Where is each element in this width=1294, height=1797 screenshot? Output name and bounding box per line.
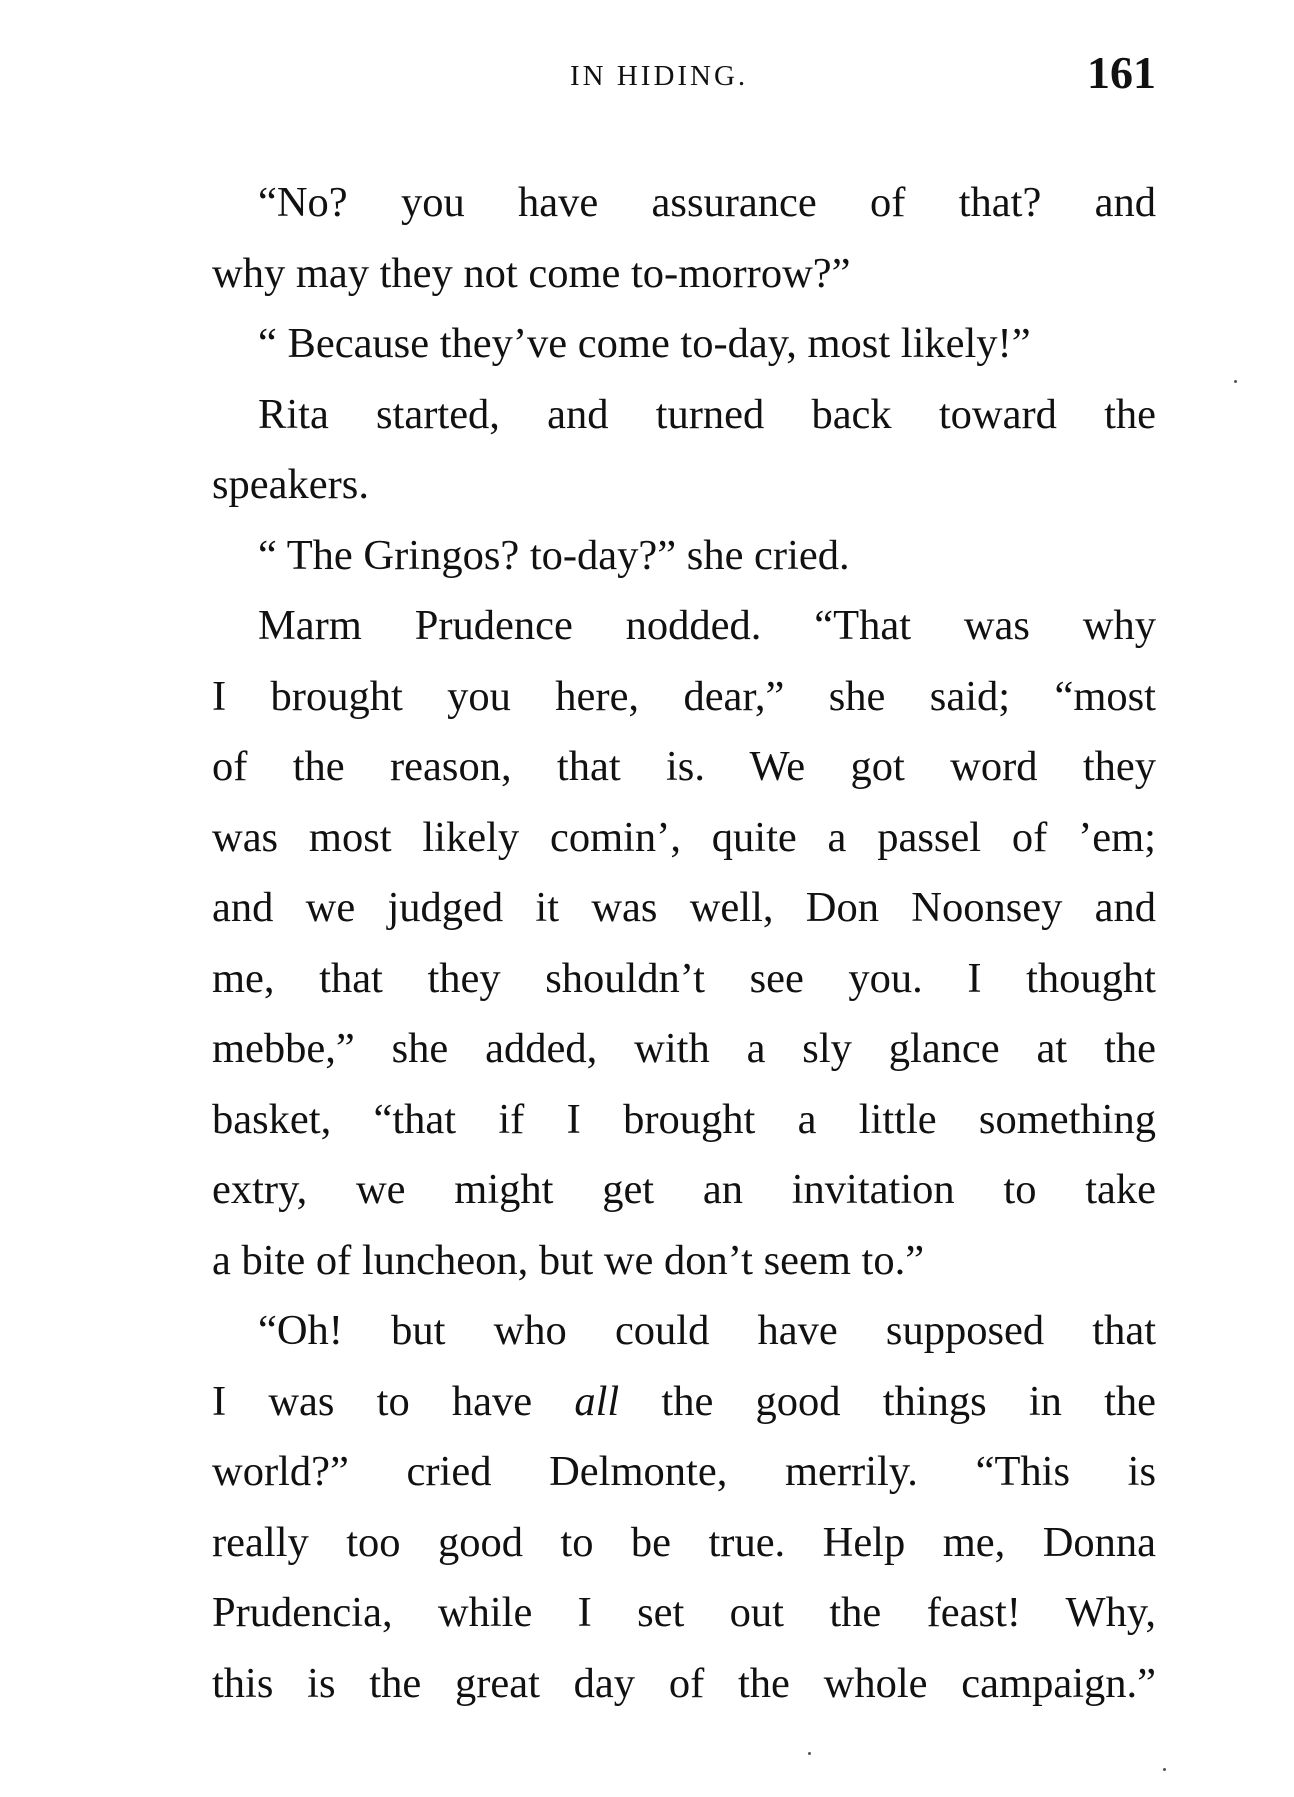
text-line: I brought you here, dear,” she said; “most (212, 672, 1156, 720)
page-number: 161 (1087, 47, 1156, 98)
text-line: and we judged it was well, Don Noonsey and (212, 884, 1156, 931)
body-text (212, 168, 1156, 1719)
print-speck (808, 1752, 811, 1755)
text-line: basket, “that if I brought a little something (212, 1095, 1156, 1143)
text-line: Marm Prudence nodded. “That was why (258, 602, 1156, 649)
text-line: why may they not come to-morrow?” (212, 249, 851, 297)
print-speck (1234, 380, 1237, 383)
text-line: really too good to be true. Help me, Donna (212, 1518, 1156, 1566)
italic-word: all (574, 1377, 620, 1425)
book-page (212, 40, 1156, 1707)
text-line: I was to have all the good things in the (212, 1377, 1156, 1425)
print-speck (1163, 1768, 1166, 1771)
text-line: Prudencia, while I set out the feast! Why, (212, 1589, 1156, 1636)
text-line: “Oh! but who could have supposed that (258, 1307, 1156, 1354)
text-line: was most likely comin’, quite a passel of ’em; (212, 813, 1156, 861)
text-line: “ The Gringos? to-day?” she cried. (258, 531, 850, 579)
text-line: extry, we might get an invitation to take (212, 1166, 1156, 1213)
text-line: world?” cried Delmonte, merrily. “This is (212, 1448, 1156, 1495)
page-header (212, 40, 1156, 112)
text-line: “ Because they’ve come to-day, most likely!” (258, 320, 1031, 367)
running-head: IN HIDING. (570, 60, 749, 92)
text-line: Rita started, and turned back toward the (258, 390, 1156, 438)
text-line: speakers. (212, 461, 369, 508)
text-line: me, that they shouldn’t see you. I thought (212, 954, 1156, 1002)
text-line: of the reason, that is. We got word they (212, 743, 1156, 790)
text-line: mebbe,” she added, with a sly glance at the (212, 1025, 1156, 1072)
text-line: “No? you have assurance of that? and (258, 179, 1156, 226)
text-line: a bite of luncheon, but we don’t seem to.” (212, 1236, 925, 1284)
text-line: this is the great day of the whole campaign.” (212, 1659, 1156, 1707)
